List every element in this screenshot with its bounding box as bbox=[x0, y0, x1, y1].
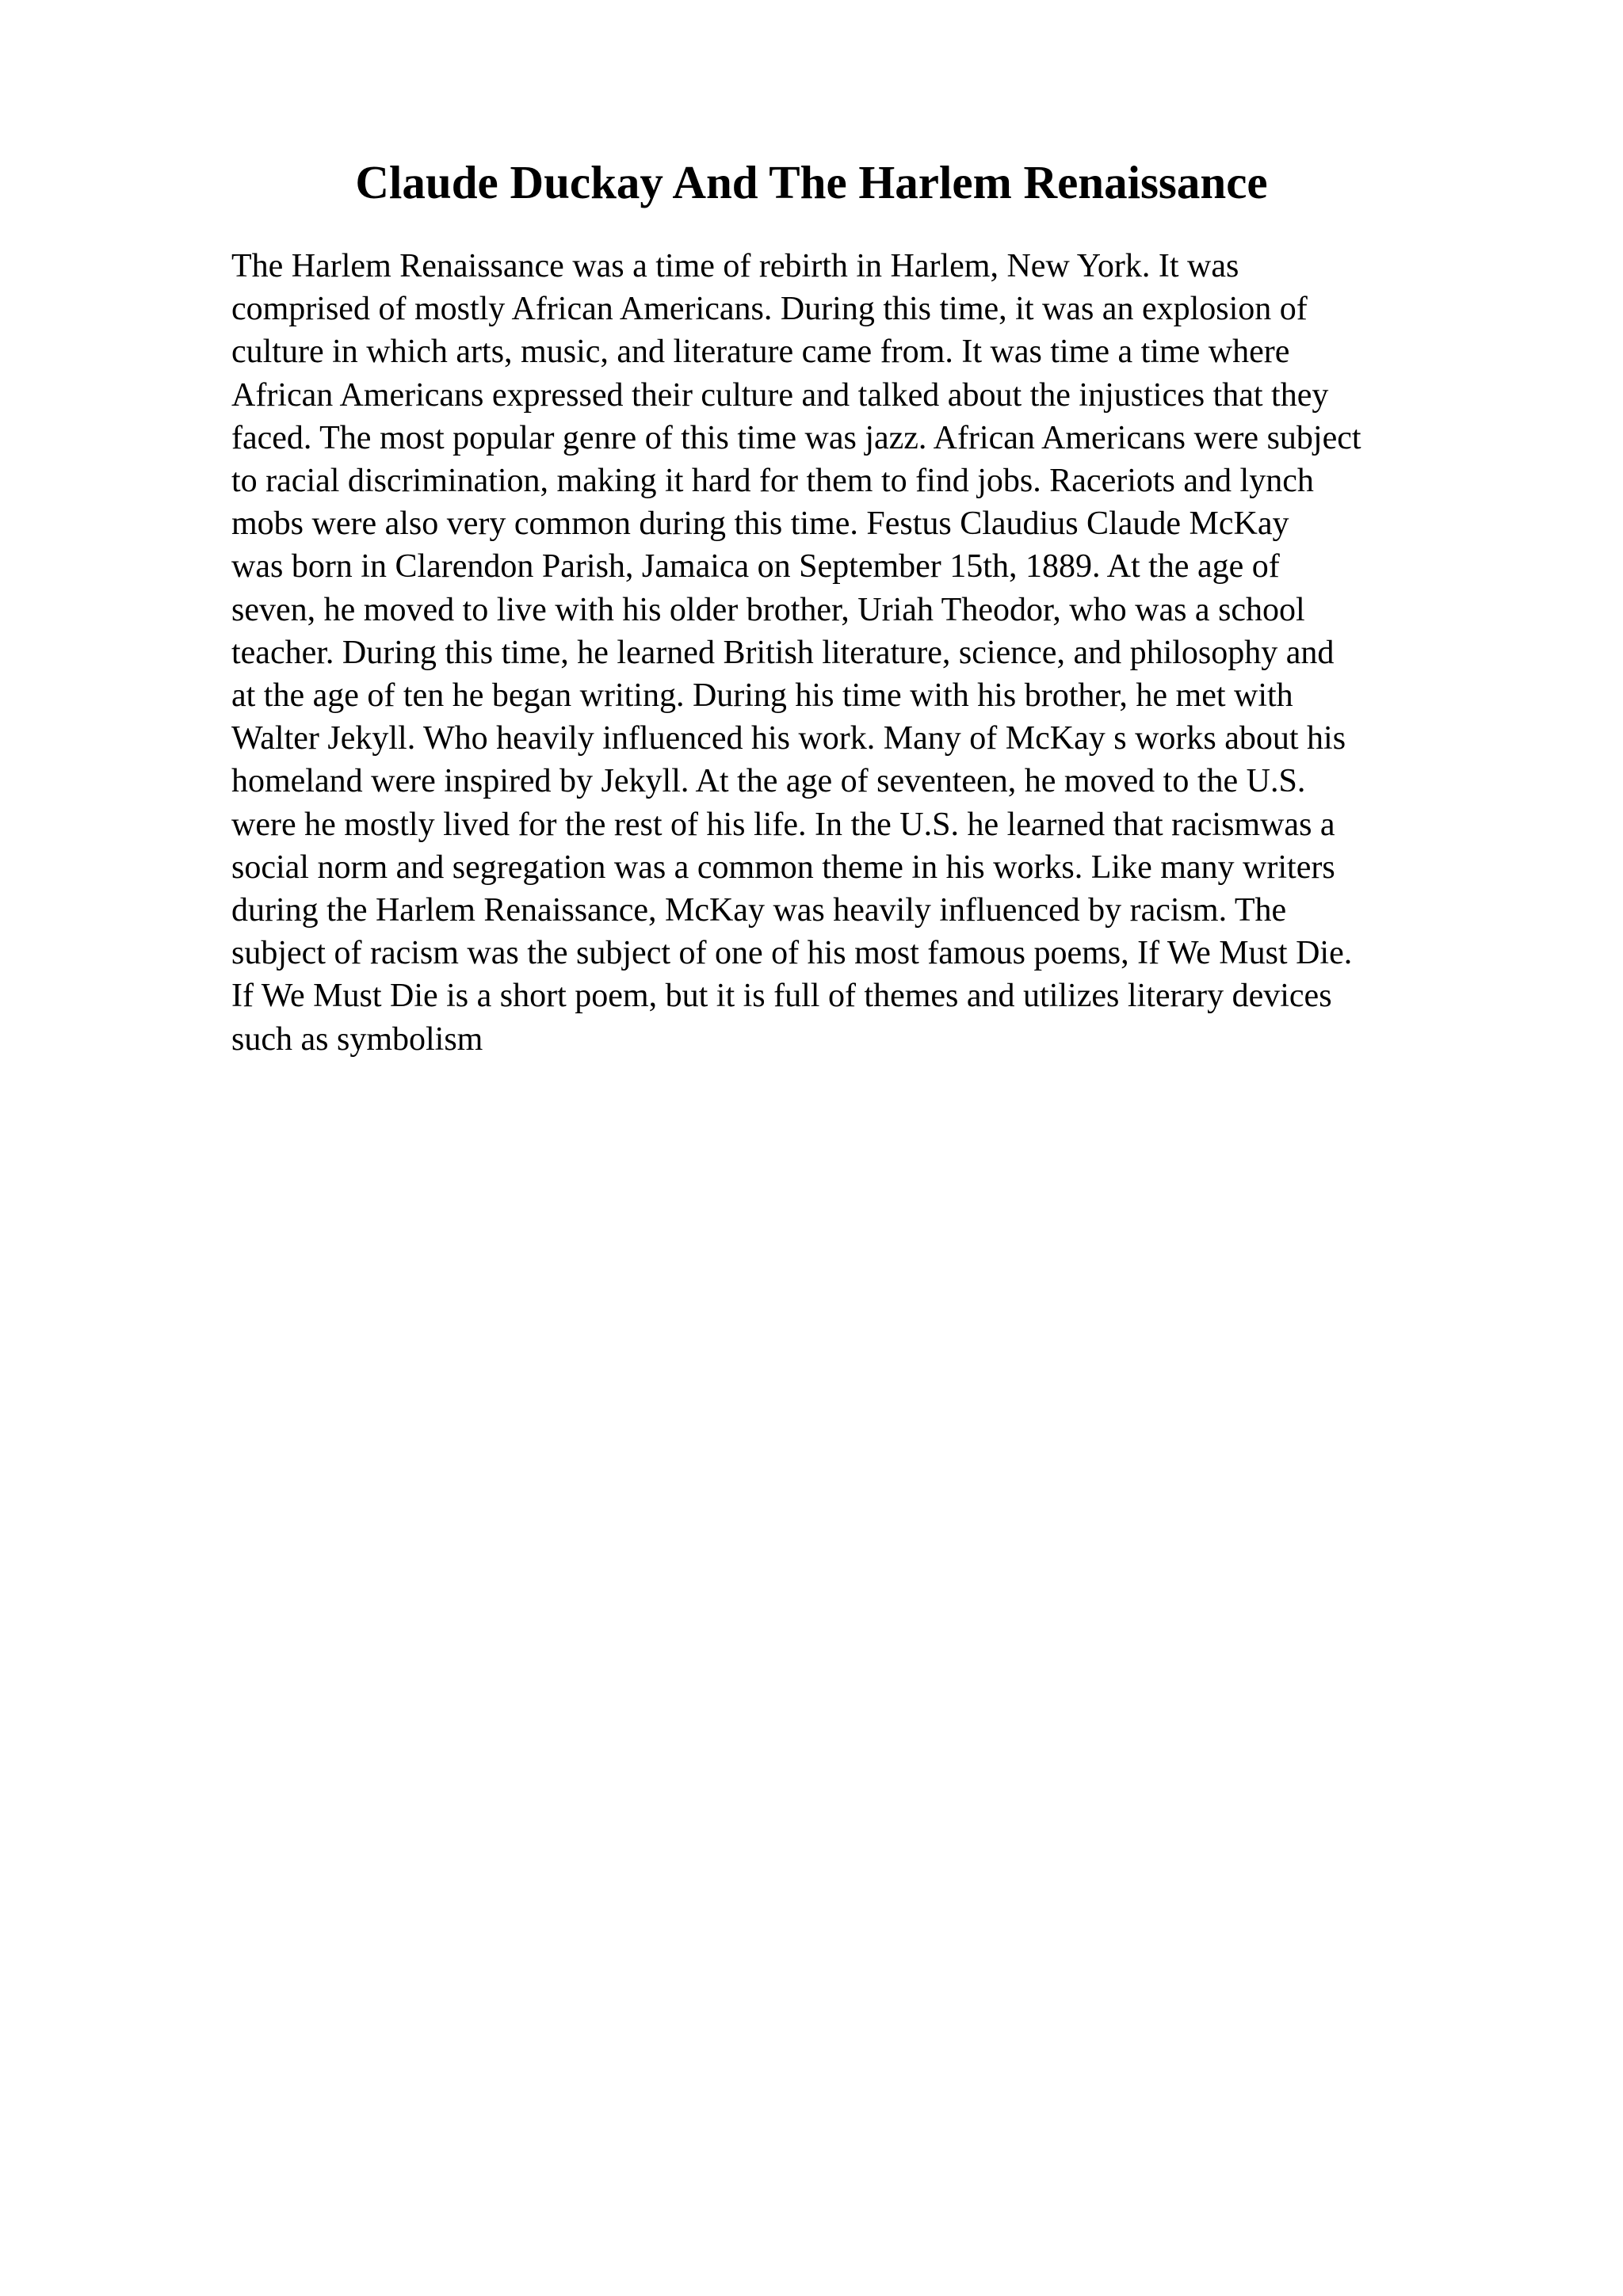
document-title: Claude Duckay And The Harlem Renaissance bbox=[355, 156, 1268, 208]
body-line: were he mostly lived for the rest of his life. In the U.S. he learned that racismwas a bbox=[231, 806, 1335, 843]
body-line: at the age of ten he began writing. During his time with his brother, he met with bbox=[231, 677, 1293, 715]
body-line: seven, he moved to live with his older brother, Uriah Theodor, who was a school bbox=[231, 591, 1305, 628]
body-line: homeland were inspired by Jekyll. At the age of seventeen, he moved to the U.S. bbox=[231, 763, 1306, 800]
body-line: to racial discrimination, making it hard for them to find jobs. Raceriots and lynch bbox=[231, 463, 1314, 500]
body-line: during the Harlem Renaissance, McKay was heavily influenced by racism. The bbox=[231, 892, 1287, 929]
body-line: The Harlem Renaissance was a time of rebirth in Harlem, New York. It was bbox=[231, 248, 1239, 284]
body-line: mobs were also very common during this time. Festus Claudius Claude McKay bbox=[231, 505, 1289, 543]
body-line: was born in Clarendon Parish, Jamaica on September 15th, 1889. At the age of bbox=[231, 548, 1280, 585]
body-line: culture in which arts, music, and literature came from. It was time a time where bbox=[231, 334, 1290, 371]
body-line: African Americans expressed their culture and talked about the injustices that they bbox=[231, 376, 1329, 414]
body-line: comprised of mostly African Americans. During this time, it was an explosion of bbox=[231, 291, 1308, 328]
body-line: If We Must Die is a short poem, but it is full of themes and utilizes literary devices bbox=[231, 978, 1332, 1015]
body-line: faced. The most popular genre of this time was jazz. African Americans were subject bbox=[231, 419, 1361, 456]
body-line: teacher. During this time, he learned British literature, science, and philosophy and bbox=[231, 634, 1335, 671]
body-line: social norm and segregation was a common theme in his works. Like many writers bbox=[231, 849, 1335, 886]
document-body bbox=[231, 245, 1515, 1061]
body-line: Walter Jekyll. Who heavily influenced his work. Many of McKay s works about his bbox=[231, 720, 1346, 757]
body-line: such as symbolism bbox=[231, 1020, 483, 1058]
body-line: subject of racism was the subject of one of his most famous poems, If We Must Die. bbox=[231, 935, 1353, 972]
